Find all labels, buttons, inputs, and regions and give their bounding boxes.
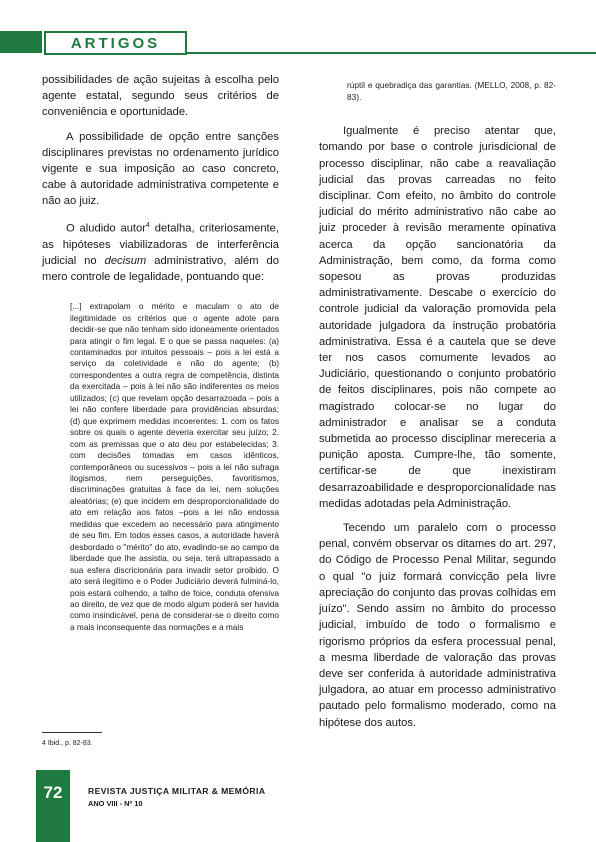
footnote bbox=[42, 740, 93, 747]
paragraph: Igualmente é preciso atentar que, tomando por base o controle jurisdicional de processo disciplinar, não cabe a reavaliação judicial das provas carreadas no feito disciplinar. Com efeito, no âmbito do controle judicial do mérito administrativo não cabe ao juiz proceder à revisão meramente opinativa acerca da opção sancionatória da Administração, bem como, da forma como sopesou as provas produzidas administrativamente. Descabe o exercício do controle judicial da valoração promovida pela autoridade julgadora da instrução probatória administrativa. Essa é a cautela que se deve ter nos casos comumente levados ao Judiciário, questionando o conjunto probatório de feitos disciplinares, pois não compete ao magistrado colocar-se no lugar do administrador e analisar se a conduta submetida ao processo disciplinar mereceria a punição aposta. Cumpre-lhe, tão somente, certificar-se de que inexistiram desarrazoabilidade e desproporcionalidade nas medidas adotadas pela Administração. bbox=[319, 125, 556, 510]
right-column bbox=[319, 72, 556, 731]
paragraph-text: detalha, criteriosamente, as hipóteses viabilizadoras de interferência judicial no bbox=[42, 222, 279, 267]
left-column bbox=[42, 72, 279, 633]
paragraph: A possibilidade de opção entre sanções disciplinares previstas no ordenamento jurídico vigente e sua imposição ao caso concreto, cabe à autoridade administrativa competente e não ao juiz. bbox=[42, 130, 279, 208]
footnote-text: Ibid., p. 82-83. bbox=[47, 740, 93, 747]
header-rule bbox=[185, 52, 596, 54]
journal-issue: ANO VIII - Nº 10 bbox=[88, 799, 143, 808]
journal-title: REVISTA JUSTIÇA MILITAR & MEMÓRIA bbox=[88, 786, 266, 796]
section-title: ARTIGOS bbox=[70, 34, 161, 52]
paragraph: possibilidades de ação sujeitas à escolha pelo agente estatal, segundo seus critérios de conveniência e oportunidade. bbox=[42, 74, 279, 119]
emphasis-text: decisum bbox=[104, 254, 147, 267]
paragraph bbox=[42, 218, 279, 286]
footnote-number: 4 bbox=[42, 740, 46, 747]
paragraph-text: administrativo, além do mero controle de legalidade, pontuando que: bbox=[42, 254, 279, 283]
header-accent-bar bbox=[0, 31, 42, 53]
block-quote: [...] extrapolam o mérito e maculam o ato de ilegitimidade os critérios que o agente adote para decidir-se que não tenham sido idoneamente orientados para atingir o fim legal. E o que se passa naqueles: (a) contaminados por intuitos pessoais – pois a lei está a serviço da coletividade e não do agente; (b) correspondentes a outra regra de competência, distinta da exercitada – pois à lei não são indiferentes os meios utilizados; (c) que revelam opção desarrazoada – pois a lei não confere liberdade para providências absurdas; (d) que exprimem medidas incoerentes: 1. com os fatos sobre os quais o agente deveria exercitar seu juízo; 2. com as premissas que o ato deu por estabelecidas; 3. com decisões tomadas em casos idênticos, contemporâneos ou sucessivos – pois a lei não sufraga ilogismos, nem perseguições, favoritismos, discriminações gratuitas à face da lei, nem soluções aleatórias; (e) que incidem em desproporcionalidade do ato em relação aos fatos –pois a lei não endossa medidas que excedem ao necessário para atingimento de seu fim. Em todos esses casos, a autoridade haverá desbordado o "mérito" do ato, evadindo-se ao campo da liberdade que lhe assistia, ou seja, terá ultrapassado a sua esfera discricionária para invadir setor proibido. O ato será ilegítimo e o Poder Judiciário deverá fulminá-lo, pois estará colhendo, a talho de foice, conduta ofensiva ao direito, de vez que de modo algum poderá ser havida como insindicável, pena de considerar-se o direito como a mais inconsequente das normações e a mais bbox=[70, 301, 279, 632]
page-number: 72 bbox=[43, 783, 63, 802]
block-quote-continuation: rúptil e quebradiça das garantias. (MELLO, 2008, p. 82-83). bbox=[347, 80, 556, 102]
footnote-ref: 4 bbox=[145, 221, 150, 229]
section-header bbox=[44, 31, 187, 55]
footnote-rule bbox=[42, 732, 102, 733]
paragraph: Tecendo um paralelo com o processo penal, convém observar os ditames do art. 297, do Código de Processo Penal Militar, segundo o qual "o juiz formará convicção pela livre apreciação do conjunto das provas colhidas em juízo". Sendo assim no âmbito do processo judicial, imbuído de todo o formalismo e rigorismo próprios da esfera processual penal, a mesma liberdade de valoração das provas deve ser conferida à autoridade administrativa julgadora, ao atuar em processo administrativo pautado pelo formalismo moderado, como na hipótese dos autos. bbox=[319, 522, 556, 729]
paragraph-text: O aludido autor bbox=[66, 222, 146, 235]
footer-accent-bar bbox=[36, 770, 70, 842]
